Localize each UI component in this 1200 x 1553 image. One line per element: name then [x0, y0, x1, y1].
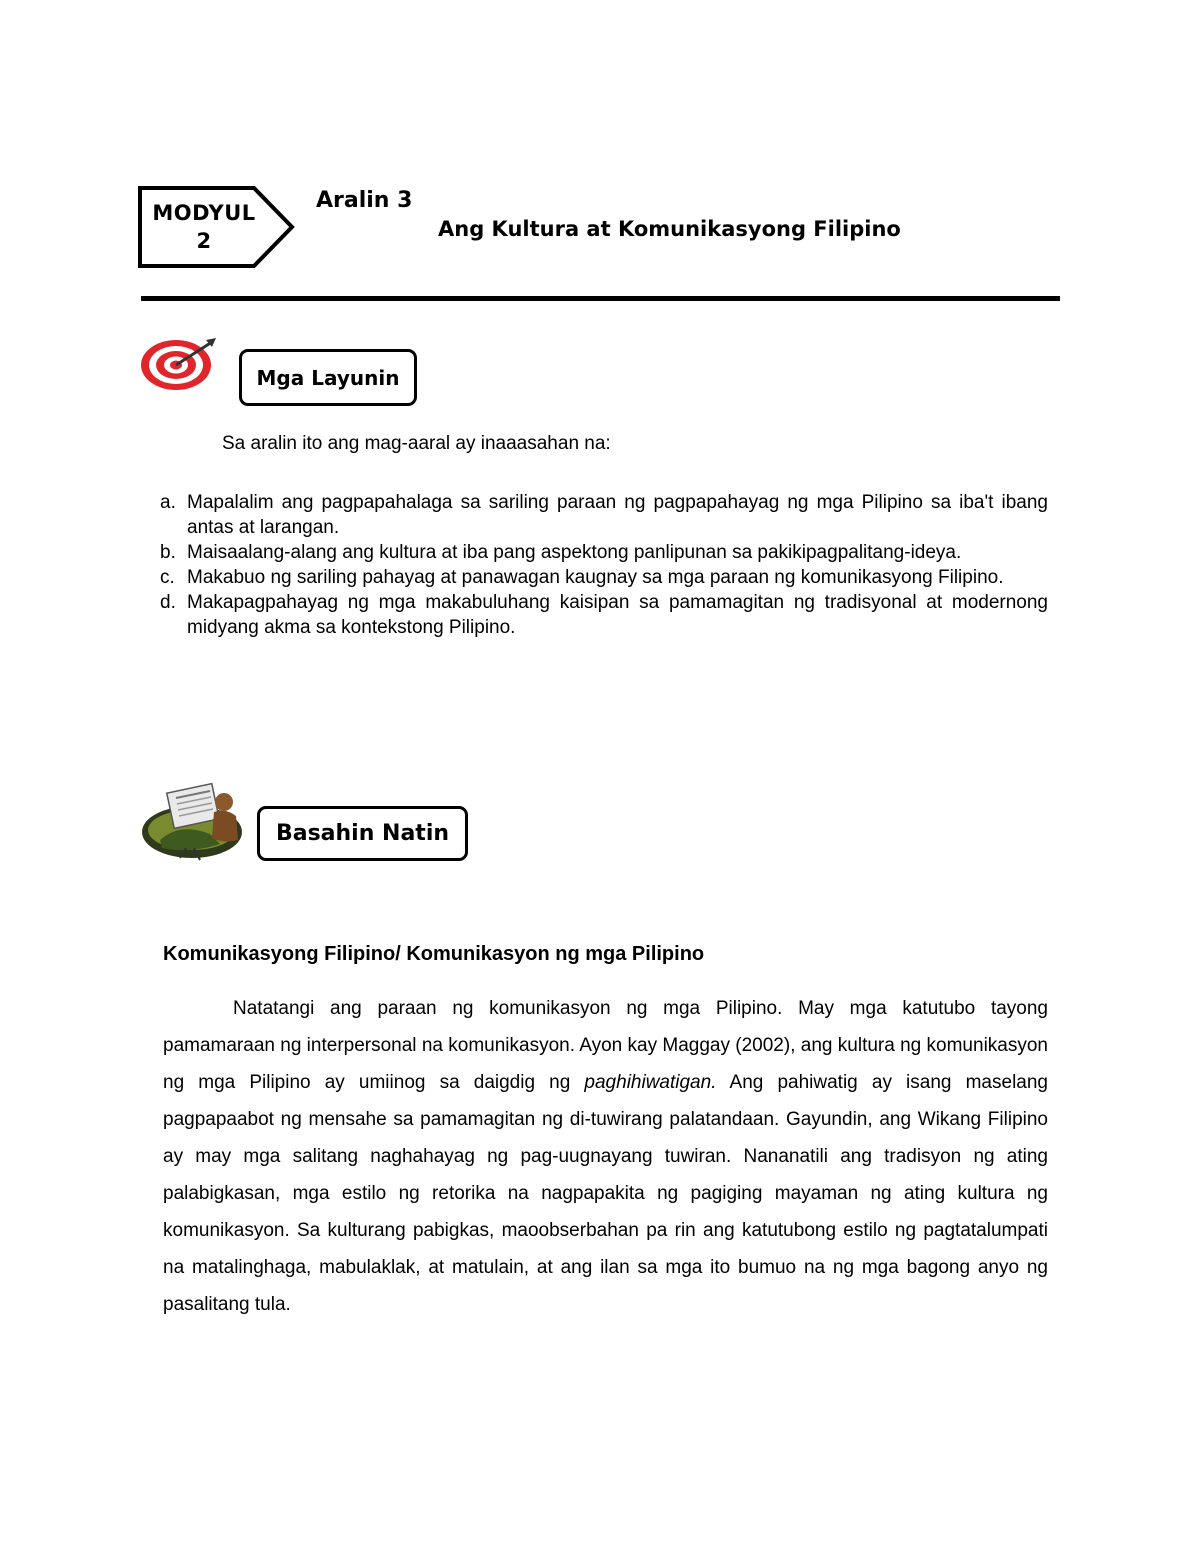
- paragraph-text: Ang pahiwatig ay isang maselang pagpapaabot ng mensahe sa pamamagitan ng di-tuwirang palatandaan. Gayundin, ang Wikang Filipino ay may mga salitang naghahayag ng pag-uugnayang tuwiran. Nananatili ang tradisyon ng ating palabigkasan, mga estilo ng retorika na nagpapakita ng pagiging mayaman ng ating kultura ng komunikasyon. Sa kulturang pabigkas, maoobserbahan pa rin ang katutubong estilo ng pagtatalumpati na matalinghaga, mabulaklak, at matulain, at ang ilan sa mga ito bumuo na ng mga bagong anyo ng pasalitang tula.: [163, 1072, 1048, 1315]
- header-divider: [141, 296, 1060, 301]
- list-item-text: Makapagpahayag ng mga makabuluhang kaisipan sa pamamagitan ng tradisyonal at modernong midyang akma sa kontekstong Pilipino.: [187, 592, 1048, 638]
- list-item-text: Makabuo ng sariling pahayag at panawagan kaugnay sa mga paraan ng komunikasyong Filipino.: [187, 567, 1004, 588]
- list-marker: b.: [160, 542, 176, 563]
- list-item-text: Mapalalim ang pagpapahalaga sa sariling paraan ng pagpapahayag ng mga Pilipino sa iba't ibang antas at larangan.: [187, 492, 1048, 538]
- reading-paragraph: [163, 990, 1048, 1323]
- list-item-text: Maisaalang-alang ang kultura at iba pang aspektong panlipunan sa pakikipagpalitang-ideya.: [187, 542, 962, 563]
- lesson-title: Ang Kultura at Komunikasyong Filipino: [438, 217, 901, 241]
- objectives-list: [160, 490, 1048, 640]
- module-label: MODYUL: [152, 201, 256, 225]
- reading-heading: Komunikasyong Filipino/ Komunikasyon ng mga Pilipino: [163, 943, 705, 965]
- lesson-number: Aralin 3: [316, 188, 413, 213]
- module-badge: [138, 186, 296, 268]
- list-marker: a.: [160, 492, 176, 513]
- reading-person-icon: [140, 782, 252, 867]
- list-item: [160, 565, 1048, 590]
- list-item: [160, 540, 1048, 565]
- target-icon: [140, 336, 218, 397]
- objectives-intro: Sa aralin ito ang mag-aaral ay inaaasahan na:: [222, 433, 611, 454]
- list-item: [160, 590, 1048, 640]
- paragraph-text: Natatangi ang paraan ng komunikasyon ng mga Pilipino. May mga katutubo tayong pamamaraan ng interpersonal na komunikasyon. Ayon kay Maggay (2002), ang kultura ng komunikasyon ng mga Pilipino ay umiinog sa daigdig ng: [163, 998, 1048, 1093]
- objectives-section-label: Mga Layunin: [239, 349, 417, 406]
- list-item: [160, 490, 1048, 540]
- list-marker: c.: [160, 567, 175, 588]
- paragraph-emphasis: paghihiwatigan.: [584, 1072, 717, 1093]
- reading-section-label: Basahin Natin: [257, 806, 468, 861]
- arrow-badge-shape: [138, 186, 296, 268]
- module-number: 2: [196, 229, 212, 253]
- list-marker: d.: [160, 592, 176, 613]
